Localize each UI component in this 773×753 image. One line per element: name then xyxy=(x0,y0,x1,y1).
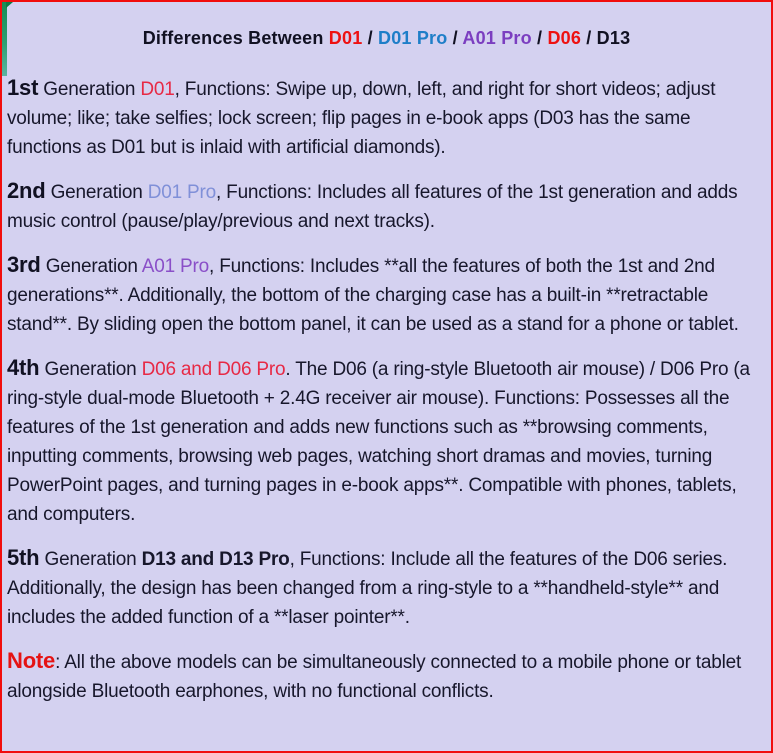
text-segment: Generation xyxy=(39,359,142,380)
text-segment: Generation xyxy=(39,549,142,570)
text-segment: 3rd xyxy=(7,252,41,277)
paragraph-gen2 xyxy=(7,176,765,236)
text-segment: D13 and D13 Pro xyxy=(141,549,290,570)
text-segment: . The D06 (a ring-style Bluetooth air mouse) / D06 Pro (a ring-style dual-mode Bluetooth + 2.4G receiver air mouse). Functions: Possesses all the features of the 1st generation and adds new functions such as **browsing comments, inputting comments, browsing web pages, watching short dramas and movies, turning PowerPoint pages, and turning pages in e-book apps**. Compatible with phones, tablets, and computers. xyxy=(7,359,750,525)
text-segment: D06 and D06 Pro xyxy=(141,359,286,380)
text-segment: D01 xyxy=(140,79,175,100)
content-area xyxy=(2,73,771,706)
text-segment: Differences Between xyxy=(142,28,329,48)
text-segment: D01 Pro xyxy=(147,182,216,203)
text-segment: 4th xyxy=(7,355,40,380)
text-segment: 1st xyxy=(7,75,39,100)
page-title xyxy=(2,28,771,49)
text-segment: / xyxy=(531,28,548,48)
text-segment: , Functions: Includes **all the features of both the 1st and 2nd generations**. Additionally, the bottom of the charging case has a built-in **retractable stand**. By sliding open the bottom panel, it can be used as a stand for a phone or tablet. xyxy=(7,256,739,335)
paragraph-note xyxy=(7,646,765,706)
text-segment: , Functions: Include all the features of the D06 series. Additionally, the design has been changed from a ring-style to a **handheld-style** and includes the added function of a **laser pointer**. xyxy=(7,549,728,628)
text-segment: 5th xyxy=(7,545,40,570)
text-segment: Generation xyxy=(38,79,141,100)
green-flag-icon xyxy=(2,2,7,76)
text-segment: Generation xyxy=(45,182,148,203)
text-segment: Note xyxy=(7,648,56,673)
paragraph-gen5 xyxy=(7,543,765,632)
text-segment: A01 Pro xyxy=(462,28,532,48)
text-segment: D01 Pro xyxy=(378,28,448,48)
text-segment: / xyxy=(447,28,463,48)
text-segment: D06 xyxy=(547,28,582,48)
paragraph-gen4 xyxy=(7,353,765,529)
text-segment: / xyxy=(581,28,597,48)
text-segment: D13 xyxy=(596,28,631,48)
text-segment: Generation xyxy=(40,256,142,277)
text-segment: 2nd xyxy=(7,178,46,203)
text-segment: / xyxy=(362,28,379,48)
paragraph-gen1 xyxy=(7,73,765,162)
paragraph-gen3 xyxy=(7,250,765,339)
text-segment: , Functions: Swipe up, down, left, and right for short videos; adjust volume; like; take selfies; lock screen; flip pages in e-book apps (D03 has the same functions as D01 but is inlaid with artificial diamonds). xyxy=(7,79,716,158)
text-segment: D01 xyxy=(328,28,363,48)
text-segment: A01 Pro xyxy=(141,256,210,277)
text-segment: : All the above models can be simultaneously connected to a mobile phone or tablet alongside Bluetooth earphones, with no functional conflicts. xyxy=(7,652,742,702)
text-segment: , Functions: Includes all features of the 1st generation and adds music control (pause/play/previous and next tracks). xyxy=(7,182,738,232)
